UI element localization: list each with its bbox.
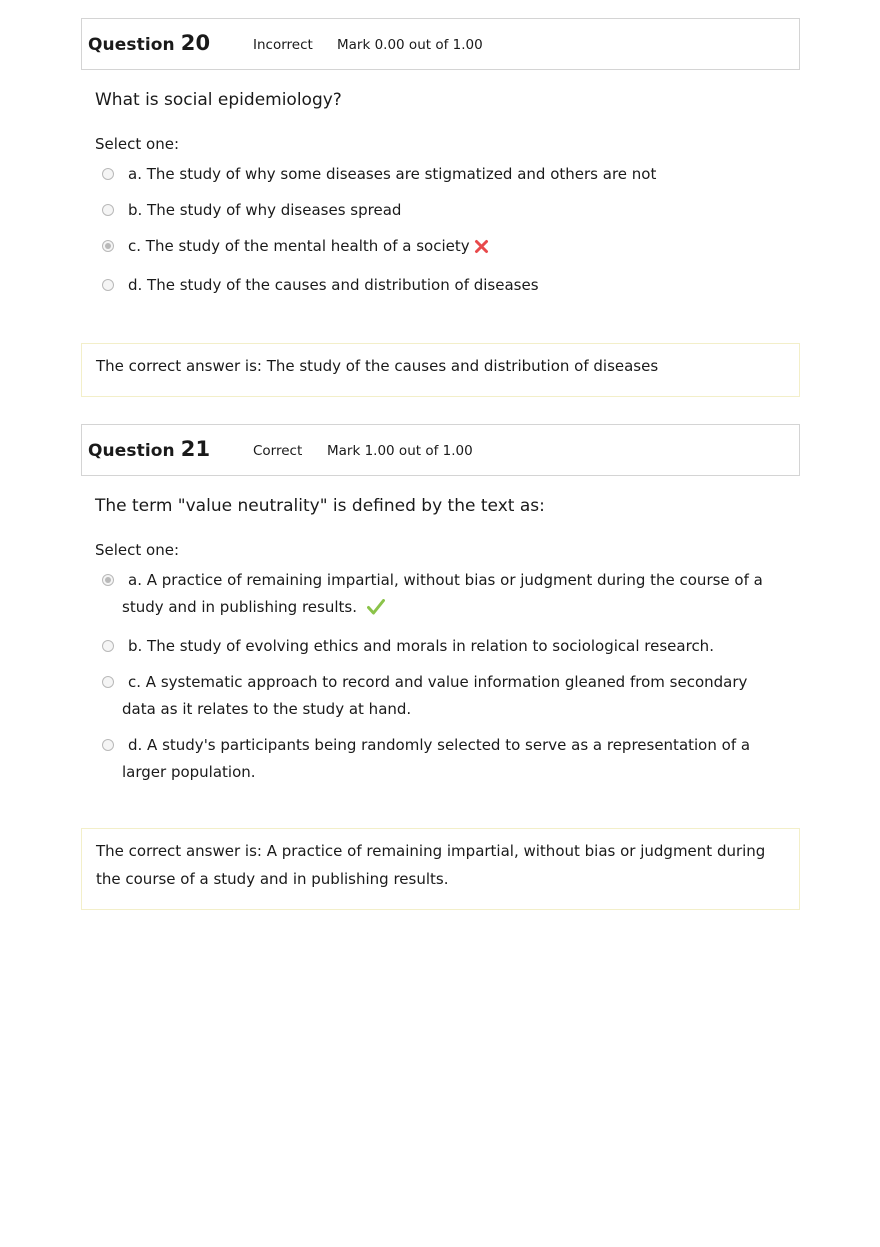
question-grade: Mark 1.00 out of 1.00 <box>327 443 473 459</box>
correct-check-icon <box>361 597 385 624</box>
question-label <box>88 31 210 55</box>
answer-list <box>81 567 800 786</box>
answer-option-d[interactable] <box>81 732 800 786</box>
answer-option-a[interactable] <box>81 161 800 188</box>
answer-option-a[interactable] <box>81 567 800 624</box>
answer-text: b. The study of evolving ethics and morals in relation to sociological research. <box>128 637 714 655</box>
radio-button[interactable] <box>102 640 114 652</box>
answer-text: d. The study of the causes and distribution of diseases <box>128 276 539 294</box>
answer-text: a. A practice of remaining impartial, without bias or judgment during the course of a study and in publishing results. <box>122 571 763 616</box>
question-number: 21 <box>180 437 211 461</box>
question-text: What is social epidemiology? <box>95 90 342 110</box>
question-grade: Mark 0.00 out of 1.00 <box>337 37 483 53</box>
answer-option-d[interactable] <box>81 272 800 299</box>
question-label-text: Question <box>88 441 175 461</box>
radio-button-selected[interactable] <box>102 574 114 586</box>
correct-answer-feedback: The correct answer is: A practice of remaining impartial, without bias or judgment during the course of a study and in publishing results. <box>81 828 800 910</box>
question-info-bar <box>81 18 800 70</box>
question-state: Incorrect <box>253 37 313 53</box>
answer-list <box>81 161 800 299</box>
answer-text-wrapper <box>122 233 770 263</box>
answer-text: c. A systematic approach to record and value information gleaned from secondary data as it relates to the study at hand. <box>122 673 748 718</box>
question-label <box>88 437 210 461</box>
radio-button-selected[interactable] <box>102 240 114 252</box>
radio-button[interactable] <box>102 168 114 180</box>
question-state: Correct <box>253 443 303 459</box>
correct-answer-feedback: The correct answer is: The study of the causes and distribution of diseases <box>81 343 800 397</box>
answer-option-b[interactable] <box>81 197 800 224</box>
question-number: 20 <box>180 31 211 55</box>
incorrect-cross-icon <box>474 236 489 263</box>
question-21 <box>81 424 800 888</box>
answer-text: b. The study of why diseases spread <box>128 201 402 219</box>
question-text: The term "value neutrality" is defined by the text as: <box>95 496 545 516</box>
answer-option-c[interactable] <box>81 233 800 263</box>
answer-text: c. The study of the mental health of a society <box>128 237 470 255</box>
radio-button[interactable] <box>102 204 114 216</box>
radio-button[interactable] <box>102 739 114 751</box>
question-20 <box>81 18 800 375</box>
question-label-text: Question <box>88 35 175 55</box>
radio-button[interactable] <box>102 676 114 688</box>
answer-option-c[interactable] <box>81 669 800 723</box>
question-info-bar <box>81 424 800 476</box>
radio-button[interactable] <box>102 279 114 291</box>
answer-text: d. A study's participants being randomly selected to serve as a representation of a larger population. <box>122 736 751 781</box>
select-one-prompt: Select one: <box>95 541 180 559</box>
select-one-prompt: Select one: <box>95 135 180 153</box>
answer-text: a. The study of why some diseases are stigmatized and others are not <box>128 165 657 183</box>
answer-option-b[interactable] <box>81 633 800 660</box>
answer-text-wrapper <box>122 567 770 624</box>
